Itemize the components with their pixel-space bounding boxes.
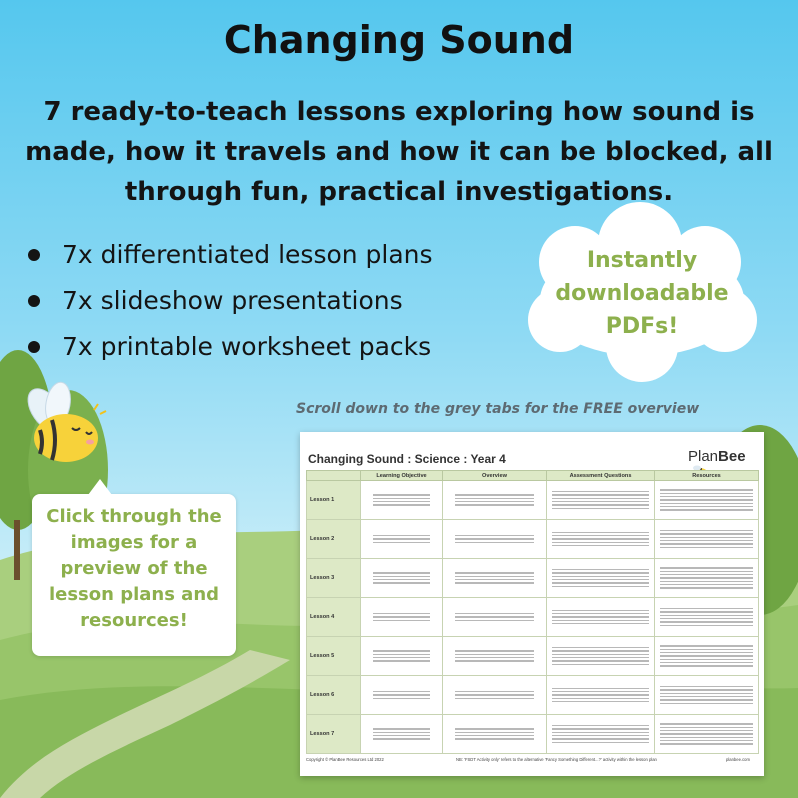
text-line (455, 691, 534, 692)
table-cell (361, 676, 443, 715)
text-line (455, 494, 534, 495)
table-cell (655, 481, 759, 520)
column-header: Resources (655, 471, 759, 481)
text-line (455, 579, 534, 580)
text-line (455, 501, 534, 502)
preview-callout: Click through the images for a preview of the lesson plans and resources! (32, 494, 236, 656)
text-line (373, 620, 430, 621)
text-line (455, 738, 534, 739)
text-line (373, 660, 430, 661)
text-line (552, 508, 649, 509)
text-line (552, 610, 649, 611)
table-cell (361, 715, 443, 754)
text-line (660, 743, 753, 744)
text-line (373, 728, 430, 729)
text-line (552, 660, 649, 661)
text-line (552, 738, 649, 739)
footnote-text: NB: 'FSDT Activity only' refers to the alternative 'Fancy Something Different...?' activity within the lesson plan (456, 757, 657, 762)
lesson-label: Lesson 6 (307, 676, 361, 715)
scroll-note: Scroll down to the grey tabs for the FREE overview (296, 401, 700, 417)
text-line (552, 691, 649, 692)
text-line (660, 567, 753, 568)
text-line (552, 688, 649, 689)
feature-item: 7x printable worksheet packs (28, 324, 433, 370)
table-cell (547, 481, 655, 520)
text-line (455, 735, 534, 736)
text-line (552, 572, 649, 573)
text-line (373, 582, 430, 583)
column-header: Overview (443, 471, 547, 481)
text-line (660, 652, 753, 653)
text-line (455, 535, 534, 536)
text-line (455, 698, 534, 699)
table-cell (361, 481, 443, 520)
text-line (552, 728, 649, 729)
text-line (373, 732, 430, 733)
table-cell (655, 676, 759, 715)
table-row (307, 715, 759, 754)
text-line (660, 621, 753, 622)
lesson-label: Lesson 1 (307, 481, 361, 520)
text-line (660, 665, 753, 666)
table-body (307, 481, 759, 754)
text-line (660, 727, 753, 728)
text-line (552, 664, 649, 665)
website-text: planbee.com (726, 757, 750, 762)
text-line (373, 535, 430, 536)
text-line (660, 649, 753, 650)
feature-item: 7x differentiated lesson plans (28, 232, 433, 278)
text-line (660, 611, 753, 612)
text-line (552, 545, 649, 546)
table-header-row (307, 471, 759, 481)
planbee-logo: PlanBee (688, 448, 764, 483)
table-cell (361, 559, 443, 598)
table-cell (443, 520, 547, 559)
table-row (307, 598, 759, 637)
text-line (660, 655, 753, 656)
table-cell (443, 676, 547, 715)
text-line (660, 509, 753, 510)
text-line (455, 613, 534, 614)
text-line (455, 654, 534, 655)
table-cell (547, 637, 655, 676)
text-line (455, 620, 534, 621)
text-line (455, 694, 534, 695)
text-line (552, 532, 649, 533)
text-line (660, 618, 753, 619)
text-line (660, 584, 753, 585)
text-line (373, 694, 430, 695)
text-line (552, 569, 649, 570)
text-line (373, 572, 430, 573)
text-line (455, 582, 534, 583)
download-badge: Instantly downloadable PDFs! (555, 248, 729, 339)
text-line (660, 733, 753, 734)
text-line (373, 498, 430, 499)
text-line (660, 625, 753, 626)
text-line (455, 660, 534, 661)
table-row (307, 559, 759, 598)
text-line (455, 542, 534, 543)
table-cell (443, 559, 547, 598)
text-line (552, 623, 649, 624)
table-cell (361, 637, 443, 676)
text-line (660, 499, 753, 500)
text-line (660, 543, 753, 544)
text-line (373, 616, 430, 617)
text-line (455, 732, 534, 733)
lesson-label: Lesson 7 (307, 715, 361, 754)
column-header: Learning Objective (361, 471, 443, 481)
text-line (455, 572, 534, 573)
lesson-label: Lesson 3 (307, 559, 361, 598)
table-cell (547, 520, 655, 559)
document-preview[interactable] (300, 432, 764, 776)
text-line (455, 650, 534, 651)
text-line (660, 506, 753, 507)
text-line (552, 742, 649, 743)
text-line (455, 498, 534, 499)
text-line (660, 686, 753, 687)
text-line (552, 586, 649, 587)
text-line (660, 740, 753, 741)
lesson-label: Lesson 4 (307, 598, 361, 637)
table-cell (655, 637, 759, 676)
text-line (373, 650, 430, 651)
text-line (660, 493, 753, 494)
text-line (552, 576, 649, 577)
text-line (660, 571, 753, 572)
text-line (552, 732, 649, 733)
text-line (373, 735, 430, 736)
text-line (660, 608, 753, 609)
text-line (552, 725, 649, 726)
text-line (373, 494, 430, 495)
text-line (455, 657, 534, 658)
table-row (307, 637, 759, 676)
column-header (307, 471, 361, 481)
text-line (660, 723, 753, 724)
text-line (660, 496, 753, 497)
text-line (373, 657, 430, 658)
text-line (660, 693, 753, 694)
text-line (373, 698, 430, 699)
text-line (660, 737, 753, 738)
lesson-overview-table (306, 470, 759, 754)
text-line (660, 662, 753, 663)
text-line (552, 579, 649, 580)
table-cell (443, 715, 547, 754)
text-line (373, 538, 430, 539)
text-line (373, 691, 430, 692)
column-header: Assessment Questions (547, 471, 655, 481)
table-cell (547, 598, 655, 637)
text-line (552, 498, 649, 499)
text-line (552, 620, 649, 621)
table-cell (547, 676, 655, 715)
bullet-icon (28, 341, 40, 353)
text-line (552, 542, 649, 543)
bullet-icon (28, 249, 40, 261)
text-line (552, 613, 649, 614)
text-line (660, 530, 753, 531)
text-line (660, 533, 753, 534)
text-line (660, 659, 753, 660)
text-line (373, 654, 430, 655)
text-line (373, 542, 430, 543)
page-title: Changing Sound (223, 18, 575, 62)
text-line (660, 587, 753, 588)
text-line (373, 579, 430, 580)
text-line (660, 547, 753, 548)
table-cell (443, 637, 547, 676)
table-cell (361, 520, 443, 559)
text-line (455, 538, 534, 539)
text-line (660, 699, 753, 700)
table-cell (443, 598, 547, 637)
table-cell (655, 598, 759, 637)
text-line (660, 703, 753, 704)
text-line (660, 574, 753, 575)
text-line (660, 615, 753, 616)
text-line (455, 616, 534, 617)
text-line (552, 698, 649, 699)
text-line (552, 616, 649, 617)
text-line (660, 581, 753, 582)
text-line (660, 689, 753, 690)
table-cell (655, 520, 759, 559)
text-line (660, 696, 753, 697)
text-line (552, 491, 649, 492)
text-line (660, 540, 753, 541)
text-line (552, 654, 649, 655)
text-line (660, 503, 753, 504)
text-line (660, 645, 753, 646)
text-line (660, 730, 753, 731)
text-line (552, 504, 649, 505)
feature-item: 7x slideshow presentations (28, 278, 433, 324)
lesson-label: Lesson 2 (307, 520, 361, 559)
text-line (373, 504, 430, 505)
text-line (455, 576, 534, 577)
text-line (552, 650, 649, 651)
copyright-text: Copyright © PlanBee Resources Ltd 2022 (306, 757, 384, 762)
table-cell (655, 559, 759, 598)
table-cell (547, 715, 655, 754)
text-line (660, 577, 753, 578)
document-title: Changing Sound : Science : Year 4 (308, 452, 506, 466)
text-line (552, 535, 649, 536)
text-line (552, 647, 649, 648)
text-line (552, 701, 649, 702)
table-cell (443, 481, 547, 520)
table-row (307, 676, 759, 715)
text-line (455, 728, 534, 729)
text-line (373, 576, 430, 577)
lesson-label: Lesson 5 (307, 637, 361, 676)
text-line (552, 735, 649, 736)
text-line (373, 501, 430, 502)
text-line (552, 657, 649, 658)
text-line (552, 501, 649, 502)
text-line (660, 489, 753, 490)
table-cell (655, 715, 759, 754)
text-line (552, 582, 649, 583)
table-row (307, 481, 759, 520)
table-cell (547, 559, 655, 598)
text-line (552, 494, 649, 495)
text-line (552, 694, 649, 695)
bullet-icon (28, 295, 40, 307)
table-row (307, 520, 759, 559)
text-line (660, 537, 753, 538)
table-cell (361, 598, 443, 637)
text-line (552, 538, 649, 539)
text-line (455, 504, 534, 505)
page-subtitle: 7 ready-to-teach lessons exploring how sound is made, how it travels and how it can be blocked, all through fun, practical investigations. (25, 97, 773, 207)
text-line (373, 738, 430, 739)
feature-list (28, 232, 433, 370)
text-line (373, 613, 430, 614)
